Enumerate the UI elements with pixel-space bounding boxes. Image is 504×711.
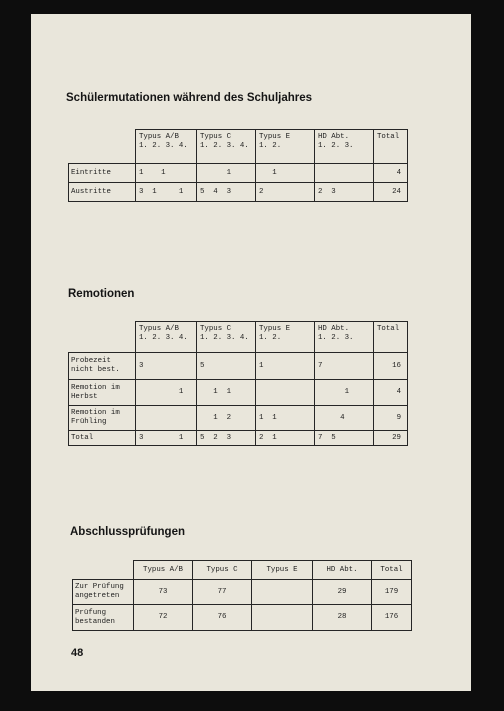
cell-total: 179 xyxy=(372,580,412,605)
table-row xyxy=(73,605,412,631)
cell-total: 4 xyxy=(374,380,408,406)
header-typus-ab: Typus A/B xyxy=(134,561,193,580)
cell-e xyxy=(252,605,313,631)
header-typus-e: Typus E 1. 2. xyxy=(256,322,315,353)
cell-c: 5 xyxy=(197,353,256,380)
row-label: Austritte xyxy=(69,183,136,202)
document-page xyxy=(31,14,471,691)
header-total: Total xyxy=(374,130,408,164)
cell-e: 2 xyxy=(256,183,315,202)
section-title-remotionen: Remotionen xyxy=(68,288,135,300)
cell-total: 176 xyxy=(372,605,412,631)
header-typus-c: Typus C 1. 2. 3. 4. xyxy=(197,130,256,164)
table-header-row xyxy=(69,130,408,164)
header-hd-abt: HD Abt. 1. 2. 3. xyxy=(315,322,374,353)
cell-total: 24 xyxy=(374,183,408,202)
header-hd-abt: HD Abt. 1. 2. 3. xyxy=(315,130,374,164)
table-row xyxy=(69,380,408,406)
cell-e xyxy=(252,580,313,605)
header-typus-ab: Typus A/B 1. 2. 3. 4. xyxy=(136,130,197,164)
mutationen-table xyxy=(68,129,408,202)
cell-ab: 1 xyxy=(136,380,197,406)
table-header-row xyxy=(69,322,408,353)
cell-e: 1 xyxy=(256,353,315,380)
cell-hd: 4 xyxy=(315,406,374,431)
abschluss-table xyxy=(72,560,412,631)
cell-total: 16 xyxy=(374,353,408,380)
section-title-abschluss: Abschlussprüfungen xyxy=(70,526,186,538)
table-row xyxy=(69,406,408,431)
header-typus-c: Typus C 1. 2. 3. 4. xyxy=(197,322,256,353)
cell-ab: 1 1 xyxy=(136,164,197,183)
cell-ab: 3 1 xyxy=(136,431,197,446)
cell-hd xyxy=(315,164,374,183)
cell-hd: 29 xyxy=(313,580,372,605)
header-total: Total xyxy=(374,322,408,353)
header-typus-ab: Typus A/B 1. 2. 3. 4. xyxy=(136,322,197,353)
table-row xyxy=(73,580,412,605)
cell-c: 77 xyxy=(193,580,252,605)
header-total: Total xyxy=(372,561,412,580)
table-row xyxy=(69,164,408,183)
cell-c: 76 xyxy=(193,605,252,631)
header-typus-c: Typus C xyxy=(193,561,252,580)
cell-e: 2 1 xyxy=(256,431,315,446)
remotionen-table xyxy=(68,321,408,446)
cell-c: 1 1 xyxy=(197,380,256,406)
table-row xyxy=(69,353,408,380)
cell-total: 4 xyxy=(374,164,408,183)
cell-e xyxy=(256,380,315,406)
table-row xyxy=(69,431,408,446)
page-number: 48 xyxy=(71,647,84,659)
cell-c: 5 2 3 xyxy=(197,431,256,446)
cell-total: 29 xyxy=(374,431,408,446)
cell-e: 1 xyxy=(256,164,315,183)
corner-cell xyxy=(73,561,134,580)
corner-cell xyxy=(69,130,136,164)
cell-c: 5 4 3 xyxy=(197,183,256,202)
cell-ab: 3 xyxy=(136,353,197,380)
cell-hd: 2 3 xyxy=(315,183,374,202)
row-label: Probezeit nicht best. xyxy=(69,353,136,380)
row-label: Eintritte xyxy=(69,164,136,183)
row-label: Prüfung bestanden xyxy=(73,605,134,631)
header-hd-abt: HD Abt. xyxy=(313,561,372,580)
header-typus-e: Typus E 1. 2. xyxy=(256,130,315,164)
row-label: Remotion im Frühling xyxy=(69,406,136,431)
cell-c: 1 2 xyxy=(197,406,256,431)
table-row xyxy=(69,183,408,202)
row-label: Zur Prüfung angetreten xyxy=(73,580,134,605)
row-label: Total xyxy=(69,431,136,446)
header-typus-e: Typus E xyxy=(252,561,313,580)
cell-c: 1 xyxy=(197,164,256,183)
cell-hd: 1 xyxy=(315,380,374,406)
cell-hd: 7 xyxy=(315,353,374,380)
section-title-mutationen: Schülermutationen während des Schuljahres xyxy=(66,92,313,104)
cell-hd: 7 5 xyxy=(315,431,374,446)
row-label: Remotion im Herbst xyxy=(69,380,136,406)
table-header-row xyxy=(73,561,412,580)
corner-cell xyxy=(69,322,136,353)
cell-ab: 3 1 1 xyxy=(136,183,197,202)
cell-ab xyxy=(136,406,197,431)
cell-e: 1 1 xyxy=(256,406,315,431)
cell-hd: 28 xyxy=(313,605,372,631)
cell-ab: 73 xyxy=(134,580,193,605)
cell-ab: 72 xyxy=(134,605,193,631)
cell-total: 9 xyxy=(374,406,408,431)
